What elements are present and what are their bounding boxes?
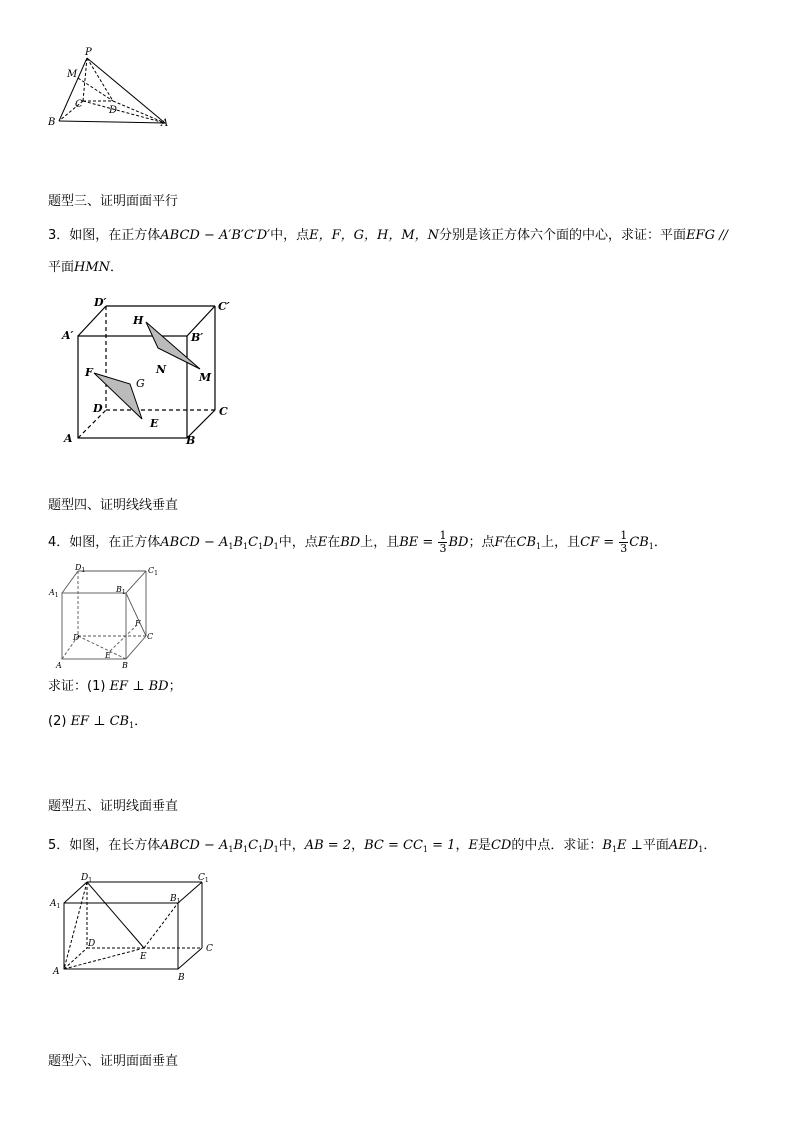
p3-text-3: 分别是该正方体六个面的中心，求证：平面 [439,228,687,243]
p3-text-5: ． [110,260,124,275]
cube3-label-c: C [219,405,228,418]
cube4-label-d1: $D_1$ [75,563,86,574]
cube4-label-a: A [56,661,62,670]
p4-point-f: F [494,535,504,550]
box5-label-d1: $D_1$ [81,873,93,884]
p4-text-3: 在 [327,535,341,550]
section-4-heading: 题型四、证明线线垂直 [48,498,179,513]
p5-text-6: 平面 [642,838,669,853]
cube3-label-h: H [133,314,144,327]
problem-3-line-2 [48,256,123,275]
p5-bc-value: BC = $CC_1 = 1$ [364,838,456,854]
p4-end-1: ； [168,679,182,694]
p3-parallel-symbol: // [714,228,728,243]
p5-text-1: 5．如图，在长方体 [48,838,161,853]
cube3-label-m: M [199,371,212,384]
p5-text-3: ， [455,838,469,853]
p4-line-bd: BD [340,535,361,550]
p5-text-2: 中， [278,838,305,853]
cube3-label-n: N [156,363,167,376]
pyramid-label-p: P [85,47,92,58]
cube4-label-e: E [105,651,111,660]
box5-label-c1: $C_1$ [198,873,209,884]
p3-text-4: 平面 [48,260,75,275]
cube3-label-f: F [85,366,93,379]
cube3-label-c-prime: C′ [218,300,230,313]
box5-label-a: A [53,967,60,977]
cube3-label-a-prime: A′ [62,329,74,342]
p3-cube-name: ABCD − A′B′C′D′ [160,228,271,243]
box5-label-e: E [140,952,147,962]
p5-comma: ， [351,838,365,853]
cube4-label-b: B [122,661,128,670]
p4-line-cb1: $CB_1$ [516,535,542,551]
pyramid-figure [45,45,175,130]
cube-figure-3 [58,294,238,449]
pyramid-label-b: B [48,117,56,128]
cube4-label-c: C [147,632,154,641]
cube3-label-a: A [64,432,73,445]
p4-be-equation: BE = $\frac{1}{3}$ BD [399,529,469,555]
section-6-heading: 题型六、证明面面垂直 [48,1054,179,1069]
cube4-label-d: D [73,633,80,642]
p3-plane-hmn: HMN [74,260,111,275]
box5-label-b: B [178,973,185,983]
p4-part-2-label: (2) [48,714,67,729]
p4-cube-name: ABCD − $A_1B_1C_1D_1$ [160,535,279,551]
p4-text-4: 上，且 [360,535,400,550]
p3-text-1: 3．如图，在正方体 [48,228,161,243]
problem-5-line-1 [48,834,716,854]
problem-4-prove-2 [48,710,147,730]
p5-text-7: ． [703,838,717,853]
p4-prove-label: 求证：(1) [48,679,106,694]
section-3-heading: 题型三、证明面面平行 [48,194,179,209]
p4-claim-1: EF ⊥ BD [109,679,169,694]
cube4-label-c1: $C_1$ [148,566,158,577]
pyramid-label-c: C [75,99,83,110]
p3-text-2: 中，点 [270,228,310,243]
box5-label-a1: $A_1$ [50,899,61,910]
problem-4-line-1 [48,530,667,555]
cube4-label-b1: $B_1$ [116,585,126,596]
p4-end-2: ． [134,714,148,729]
cube3-label-b: B [186,434,196,447]
box5-label-c: C [206,944,213,954]
p5-line-cd: CD [490,838,512,853]
p4-text-7: 上，且 [541,535,581,550]
p4-claim-2: EF ⊥ $CB_1$ [70,714,135,730]
p4-text-2: 中，点 [278,535,318,550]
cube3-label-g: G [136,377,145,390]
p4-text-6: 在 [503,535,517,550]
p4-point-e: E [317,535,328,550]
p4-text-8: ． [653,535,667,550]
cube3-label-d-prime: D′ [94,296,107,309]
p5-text-4: 是 [477,838,491,853]
p5-ab-value: AB = 2 [304,838,352,853]
p5-plane-aed1: $AED_1$ [668,838,704,854]
pyramid-label-d: D [109,105,118,116]
problem-3-line-1 [48,224,728,243]
p5-claim: $B_1E$ ⊥ [602,838,643,854]
section-5-heading: 题型五、证明线面垂直 [48,799,179,814]
p4-text-5: ；点 [468,535,495,550]
p4-cf-equation: CF = $\frac{1}{3}$ $CB_1$ [580,529,654,555]
box5-label-b1: $B_1$ [170,894,181,905]
cube4-label-f: F [135,619,141,628]
box5-label-d: D [88,939,96,949]
cube3-label-b-prime: B′ [191,331,204,344]
p4-text-1: 4．如图，在正方体 [48,535,161,550]
cube4-label-a1: $A_1$ [49,588,59,599]
box-figure-5 [48,868,228,983]
p3-points: E，F，G，H，M，N [309,228,440,243]
p3-plane-efg: EFG [686,228,715,243]
cube3-label-e: E [150,417,159,430]
pyramid-label-m: M [67,69,78,80]
p5-text-5: 的中点．求证： [511,838,603,853]
problem-4-prove-1 [48,675,182,694]
cube3-label-d: D [93,402,103,415]
p5-box-name: ABCD − $A_1B_1C_1D_1$ [160,838,279,854]
pyramid-label-a: A [161,118,169,129]
cube-figure-4 [48,560,168,672]
p5-point-e: E [468,838,478,853]
